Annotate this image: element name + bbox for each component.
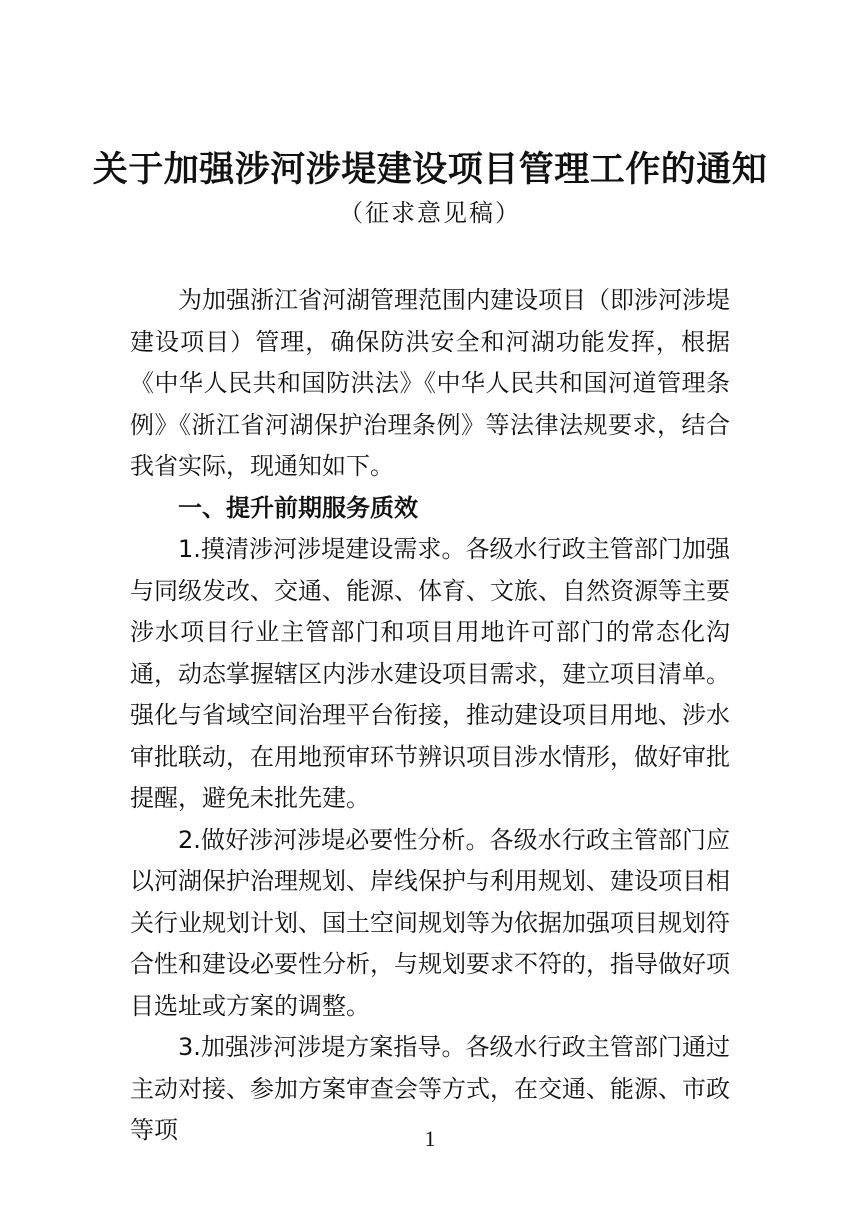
list-item: 1.摸清涉河涉堤建设需求。各级水行政主管部门加强与同级发改、交通、能源、体育、文旅、自然资源等主要涉水项目行业主管部门和项目用地许可部门的常态化沟通，动态掌握辖区内涉水建设项目需求，建立项目清单。强化与省域空间治理平台衔接，推动建设项目用地、涉水审批联动，在用地预审环节辨识项目涉水情形，做好审批提醒，避免未批先建。 [130,535,730,812]
page-number: 1 [424,1126,436,1151]
document-body [130,280,730,1152]
document-title: 关于加强涉河涉堤建设项目管理工作的通知 [92,149,768,190]
list-item: 3.加强涉河涉堤方案指导。各级水行政主管部门通过主动对接、参加方案审查会等方式，在交通、能源、市政等项 [130,1033,730,1144]
section-heading: 一、提升前期服务质效 [178,493,418,522]
list-item: 2.做好涉河涉堤必要性分析。各级水行政主管部门应以河湖保护治理规划、岸线保护与利用规划、建设项目相关行业规划计划、国土空间规划等为依据加强项目规划符合性和建设必要性分析，与规划要求不符的，指导做好项目选址或方案的调整。 [130,825,730,1020]
intro-paragraph: 为加强浙江省河湖管理范围内建设项目（即涉河涉堤建设项目）管理，确保防洪安全和河湖功能发挥，根据《中华人民共和国防洪法》《中华人民共和国河道管理条例》《浙江省河湖保护治理条例》等法律法规要求，结合我省实际，现通知如下。 [130,286,730,480]
document-subtitle: （征求意见稿） [339,199,521,227]
